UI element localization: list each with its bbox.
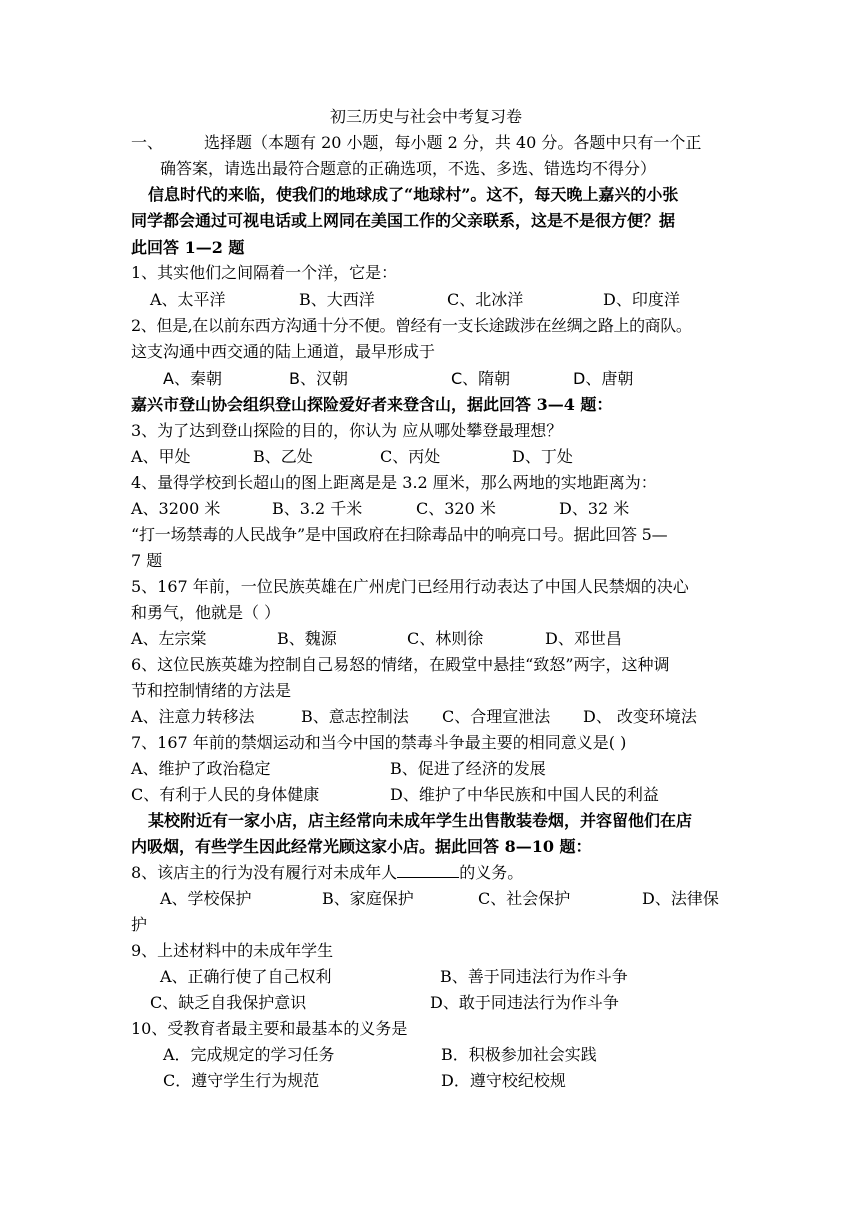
- q1-option-d: D、印度洋: [603, 290, 680, 309]
- q10-option-b: B．积极参加社会实践: [441, 1045, 597, 1064]
- q1-option-a: A、太平洋: [150, 290, 226, 309]
- passage1-line1: 信息时代的来临，使我们的地球成了“地球村”。这不，每天晚上嘉兴的小张: [148, 185, 679, 204]
- q5-option-b: B、魏源: [277, 629, 337, 648]
- q6-stem-line1: 6、这位民族英雄为控制自己易怒的情绪，在殿堂中悬挂“致怒”两字，这种调: [131, 655, 670, 674]
- q2-option-b: B、汉朝: [289, 369, 348, 388]
- q4-option-d: D、32 米: [559, 499, 630, 518]
- q4-option-a: A、3200 米: [131, 499, 221, 518]
- q5-option-d: D、邓世昌: [545, 629, 622, 648]
- q8-stem-after-blank: 的义务。: [459, 863, 524, 882]
- q1-option-b: B、大西洋: [299, 290, 375, 309]
- passage4-line1: 某校附近有一家小店，店主经常向未成年学生出售散装卷烟，并容留他们在店: [148, 811, 693, 830]
- q2-option-c: C、隋朝: [451, 369, 511, 388]
- q8-option-b: B、家庭保护: [322, 889, 414, 908]
- q5-option-c: C、林则徐: [407, 629, 484, 648]
- passage2: 嘉兴市登山协会组织登山探险爱好者来登含山，据此回答 3—4 题：: [131, 395, 613, 414]
- q10-option-d: D．遵守校纪校规: [441, 1071, 566, 1090]
- q5-option-a: A、左宗棠: [131, 629, 207, 648]
- q10-option-c: C．遵守学生行为规范: [163, 1071, 320, 1090]
- q6-stem-line2: 节和控制情绪的方法是: [131, 681, 292, 700]
- q2-option-a: A、秦朝: [163, 369, 222, 388]
- q8-stem-before-blank: 8、该店主的行为没有履行对未成年人: [131, 863, 398, 882]
- q4-option-b: B、3.2 千米: [272, 499, 363, 518]
- q6-option-c: C、合理宣泄法: [442, 707, 551, 726]
- q3-option-c: C、丙处: [380, 447, 441, 466]
- q1-option-c: C、北冰洋: [447, 290, 524, 309]
- q6-option-a: A、注意力转移法: [131, 707, 255, 726]
- q9-option-b: B、善于同违法行为作斗争: [440, 967, 628, 986]
- q7-option-a: A、维护了政治稳定: [131, 759, 271, 778]
- passage4-line2: 内吸烟，有些学生因此经常光顾这家小店。据此回答 8—10 题：: [131, 837, 592, 856]
- section-instruction-line2: 确答案，请选出最符合题意的正确选项，不选、多选、错选均不得分）: [160, 159, 657, 178]
- page-title: 初三历史与社会中考复习卷: [330, 107, 523, 126]
- q8-answer-blank: [397, 863, 459, 878]
- q4-stem: 4、量得学校到长超山的图上距离是是 3.2 厘米，那么两地的实地距离为：: [131, 473, 657, 492]
- q9-stem: 9、上述材料中的未成年学生: [131, 941, 334, 960]
- q10-stem: 10、受教育者最主要和最基本的义务是: [131, 1019, 408, 1038]
- q2-stem-line1: 2、但是,在以前东西方沟通十分不便。曾经有一支长途跋涉在丝绸之路上的商队。: [131, 316, 692, 335]
- q9-option-a: A、正确行使了自己权利: [160, 967, 332, 986]
- q3-option-d: D、丁处: [512, 447, 573, 466]
- q9-option-c: C、缺乏自我保护意识: [150, 993, 307, 1012]
- q8-option-d-wrap: 护: [131, 915, 148, 934]
- passage3-line1: “打一场禁毒的人民战争”是中国政府在扫除毒品中的响亮口号。据此回答 5—: [131, 525, 668, 544]
- q2-stem-line2: 这支沟通中西交通的陆上通道，最早形成于: [131, 342, 436, 361]
- q8-option-a: A、学校保护: [160, 889, 252, 908]
- q8-option-d: D、法律保: [642, 889, 719, 908]
- q5-stem-line2: 和勇气，他就是（ ）: [131, 603, 281, 622]
- q8-stem: [131, 860, 523, 886]
- q3-stem: 3、为了达到登山探险的目的，你认为 应从哪处攀登最理想？: [131, 421, 563, 440]
- q2-option-d: D、唐朝: [573, 369, 634, 388]
- passage3-line2: 7 题: [131, 551, 163, 570]
- section-number: 一、: [131, 133, 164, 152]
- q6-option-d: D、 改变环境法: [583, 707, 697, 726]
- q1-stem: 1、其实他们之间隔着一个洋，它是：: [131, 263, 398, 282]
- passage1-line3: 此回答 1—2 题: [131, 238, 245, 257]
- q7-option-c: C、有利于人民的身体健康: [131, 785, 320, 804]
- q3-option-a: A、甲处: [131, 447, 191, 466]
- q3-option-b: B、乙处: [253, 447, 313, 466]
- q7-option-d: D、维护了中华民族和中国人民的利益: [390, 785, 659, 804]
- q4-option-c: C、320 米: [416, 499, 496, 518]
- q7-option-b: B、促进了经济的发展: [390, 759, 546, 778]
- section-instruction-line1: 选择题（本题有 20 小题，每小题 2 分，共 40 分。各题中只有一个正: [204, 133, 702, 152]
- q8-option-c: C、社会保护: [478, 889, 571, 908]
- q7-stem: 7、167 年前的禁烟运动和当今中国的禁毒斗争最主要的相同意义是( ): [131, 733, 627, 752]
- q10-option-a: A．完成规定的学习任务: [163, 1045, 335, 1064]
- q6-option-b: B、意志控制法: [301, 707, 409, 726]
- passage1-line2: 同学都会通过可视电话或上网同在美国工作的父亲联系，这是不是很方便？据: [131, 211, 676, 230]
- q5-stem-line1: 5、167 年前，一位民族英雄在广州虎门已经用行动表达了中国人民禁烟的决心: [131, 577, 689, 596]
- q9-option-d: D、敢于同违法行为作斗争: [430, 993, 619, 1012]
